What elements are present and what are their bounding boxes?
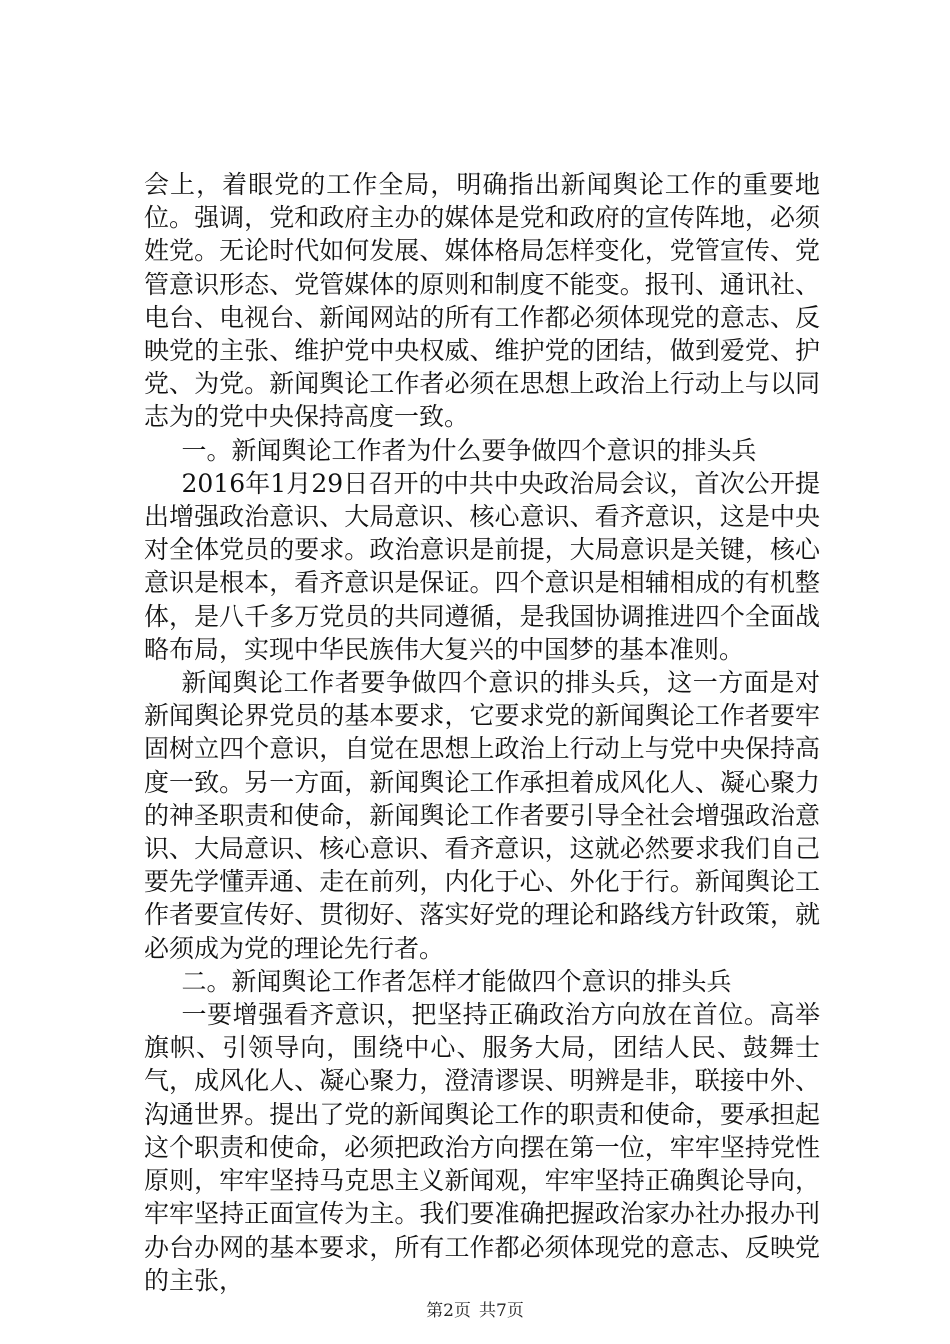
paragraph-2016-meeting: 2016年1月29日召开的中共中央政治局会议，首次公开提出增强政治意识、大局意识、核心意识、看齐意识，这是中央对全体党员的要求。政治意识是前提，大局意识是关键，核心意识是根本，看齐意识是保证。四个意识是相辅相成的有机整体，是八千多万党员的共同遵循，是我国协调推进四个全面战略布局，实现中华民族伟大复兴的中国梦的基本准则。 — [144, 468, 820, 664]
section-heading-2: 二。新闻舆论工作者怎样才能做四个意识的排头兵 — [181, 966, 732, 996]
page-total: 共7页 — [479, 1301, 524, 1321]
page-footer — [0, 1296, 950, 1321]
page-number: 第2页 — [426, 1301, 471, 1321]
document-body — [144, 168, 820, 1297]
paragraph-political-direction: 一要增强看齐意识，把坚持正确政治方向放在首位。高举旗帜、引领导向，围绕中心、服务大局，团结人民、鼓舞士气，成风化人、凝心聚力，澄清谬误、明辨是非，联接中外、沟通世界。提出了党的新闻舆论工作的职责和使命，要承担起这个职责和使命，必须把政治方向摆在第一位，牢牢坚持党性原则，牢牢坚持马克思主义新闻观，牢牢坚持正确舆论导向，牢牢坚持正面宣传为主。我们要准确把握政治家办社办报办刊办台办网的基本要求，所有工作都必须体现党的意志、反映党的主张， — [144, 1000, 820, 1295]
section-heading-1: 一。新闻舆论工作者为什么要争做四个意识的排头兵 — [181, 435, 757, 465]
paragraph-vanguard: 新闻舆论工作者要争做四个意识的排头兵，这一方面是对新闻舆论界党员的基本要求，它要求党的新闻舆论工作者要牢固树立四个意识，自觉在思想上政治上行动上与党中央保持高度一致。另一方面，新闻舆论工作承担着成风化人、凝心聚力的神圣职责和使命，新闻舆论工作者要引导全社会增强政治意识、大局意识、核心意识、看齐意识，这就必然要求我们自己要先学懂弄通、走在前列，内化于心、外化于行。新闻舆论工作者要宣传好、贯彻好、落实好党的理论和路线方针政策，就必须成为党的理论先行者。 — [144, 668, 820, 963]
paragraph-intro: 会上，着眼党的工作全局，明确指出新闻舆论工作的重要地位。强调，党和政府主办的媒体是党和政府的宣传阵地，必须姓党。无论时代如何发展、媒体格局怎样变化，党管宣传、党管意识形态、党管媒体的原则和制度不能变。报刊、通讯社、电台、电视台、新闻网站的所有工作都必须体现党的意志、反映党的主张、维护党中央权威、维护党的团结，做到爱党、护党、为党。新闻舆论工作者必须在思想上政治上行动上与以同志为的党中央保持高度一致。 — [144, 170, 820, 432]
